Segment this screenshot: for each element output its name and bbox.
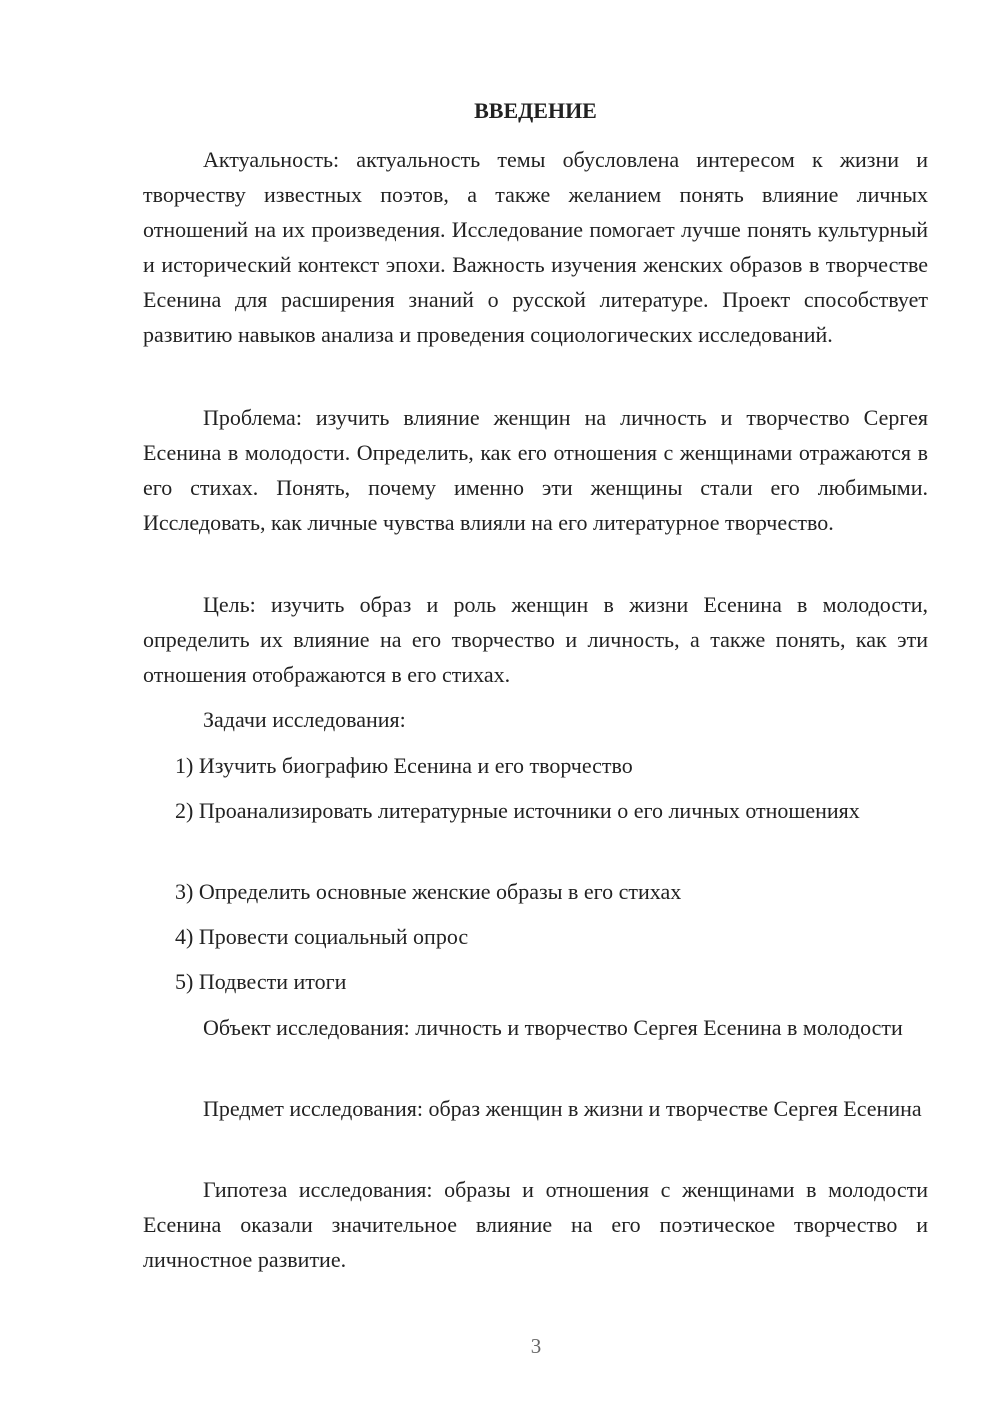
task-item: 5) Подвести итоги [175, 969, 347, 994]
paragraph-problem: Проблема: изучить влияние женщин на личность и творчество Сергея Есенина в молодости. Определить, как его отношения с женщинами отражаются в его стихах. Понять, почему именно эти женщины стали его любимыми. Исследовать, как личные чувства влияли на его литературное творчество. [143, 405, 928, 535]
document-title: ВВЕДЕНИЕ [474, 98, 597, 123]
page-number: 3 [530, 1334, 542, 1358]
paragraph-object: Объект исследования: личность и творчество Сергея Есенина в молодости [203, 1015, 903, 1040]
paragraph-hypothesis: Гипотеза исследования: образы и отношения с женщинами в молодости Есенина оказали значительное влияние на его поэтическое творчество и личностное развитие. [143, 1177, 928, 1272]
paragraph-subject: Предмет исследования: образ женщин в жизни и творчестве Сергея Есенина [203, 1096, 922, 1121]
task-item: 2) Проанализировать литературные источники о его личных отношениях [175, 798, 860, 823]
paragraph-relevance: Актуальность: актуальность темы обусловлена интересом к жизни и творчеству известных поэтов, а также желанием понять влияние личных отношений на их произведения. Исследование помогает лучше понять культурный и исторический контекст эпохи. Важность изучения женских образов в творчестве Есенина для расширения знаний о русской литературе. Проект способствует развитию навыков анализа и проведения социологических исследований. [143, 147, 928, 347]
paragraph-goal: Цель: изучить образ и роль женщин в жизни Есенина в молодости, определить их влияние на его творчество и личность, а также понять, как эти отношения отображаются в его стихах. [143, 592, 928, 687]
tasks-heading: Задачи исследования: [203, 707, 406, 732]
task-item: 1) Изучить биографию Есенина и его творчество [175, 753, 633, 778]
task-item: 4) Провести социальный опрос [175, 924, 469, 949]
task-item: 3) Определить основные женские образы в его стихах [175, 879, 682, 904]
